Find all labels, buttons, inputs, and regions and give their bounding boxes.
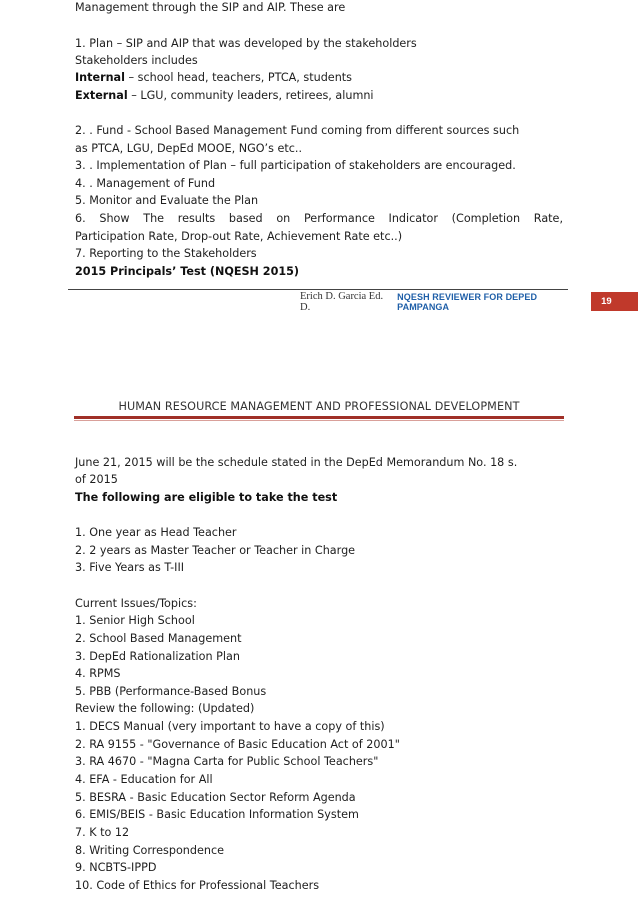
text-span: – LGU, community leaders, retirees, alumni [127,89,374,102]
list-item: 2. 2 years as Master Teacher or Teacher in Charge [75,544,356,557]
list-item: 7. K to 12 [75,826,130,839]
section-heading: The following are eligible to take the test [75,491,338,504]
text-line: Management through the SIP and AIP. These are [75,1,346,14]
text-line: 2. . Fund - School Based Management Fund coming from different sources such [75,124,520,137]
list-item: 1. DECS Manual (very important to have a copy of this) [75,720,385,733]
list-item: 5. BESRA - Basic Education Sector Reform Agenda [75,791,356,804]
footer-title: NQESH REVIEWER FOR DEPED PAMPANGA [397,291,538,312]
text-line: Participation Rate, Drop-out Rate, Achievement Rate etc..) [75,230,403,243]
list-item: 4. EFA - Education for All [75,773,213,786]
list-title: Current Issues/Topics: [75,597,197,610]
text-line: of 2015 [75,473,118,486]
list-item: 6. EMIS/BEIS - Basic Education Information System [75,808,359,821]
section-heading: 2015 Principals’ Test (NQESH 2015) [75,265,300,278]
bold-label: External [75,89,128,102]
text-line: 5. Monitor and Evaluate the Plan [75,194,259,207]
header-divider [74,416,564,419]
footer-author: Erich D. Garcia Ed. D. [300,290,384,313]
text-line: 4. . Management of Fund [75,177,216,190]
header-divider-thin [74,420,564,421]
list-item: 3. DepEd Rationalization Plan [75,650,240,663]
list-item: 10. Code of Ethics for Professional Teachers [75,879,320,892]
text-line: 3. . Implementation of Plan – full participation of stakeholders are encouraged. [75,159,516,172]
text-line [75,89,374,103]
text-line [75,71,352,85]
list-item: 8. Writing Correspondence [75,844,225,857]
list-item: 3. RA 4670 - "Magna Carta for Public School Teachers" [75,755,379,768]
text-line: 6. Show The results based on Performance Indicator (Completion Rate, [75,212,563,225]
list-item: 2. School Based Management [75,632,242,645]
list-item: 4. RPMS [75,667,121,680]
text-span: – school head, teachers, PTCA, students [124,71,352,84]
list-item: 5. PBB (Performance-Based Bonus [75,685,267,698]
text-line: June 21, 2015 will be the schedule stated in the DepEd Memorandum No. 18 s. [75,456,518,469]
list-item: 1. Senior High School [75,614,195,627]
list-title: Review the following: (Updated) [75,702,255,715]
page-number: 19 [591,292,638,311]
text-line: Stakeholders includes [75,54,198,67]
page-header: HUMAN RESOURCE MANAGEMENT AND PROFESSIONAL DEVELOPMENT [118,400,520,413]
list-item: 3. Five Years as T-III [75,561,185,574]
text-line: 7. Reporting to the Stakeholders [75,247,257,260]
list-item: 1. One year as Head Teacher [75,526,237,539]
list-item: 9. NCBTS-IPPD [75,861,157,874]
text-line: as PTCA, LGU, DepEd MOOE, NGO’s etc.. [75,142,303,155]
bold-label: Internal [75,71,125,84]
list-item: 2. RA 9155 - "Governance of Basic Education Act of 2001" [75,738,400,751]
text-line: 1. Plan – SIP and AIP that was developed by the stakeholders [75,37,417,50]
page-footer [300,292,638,311]
